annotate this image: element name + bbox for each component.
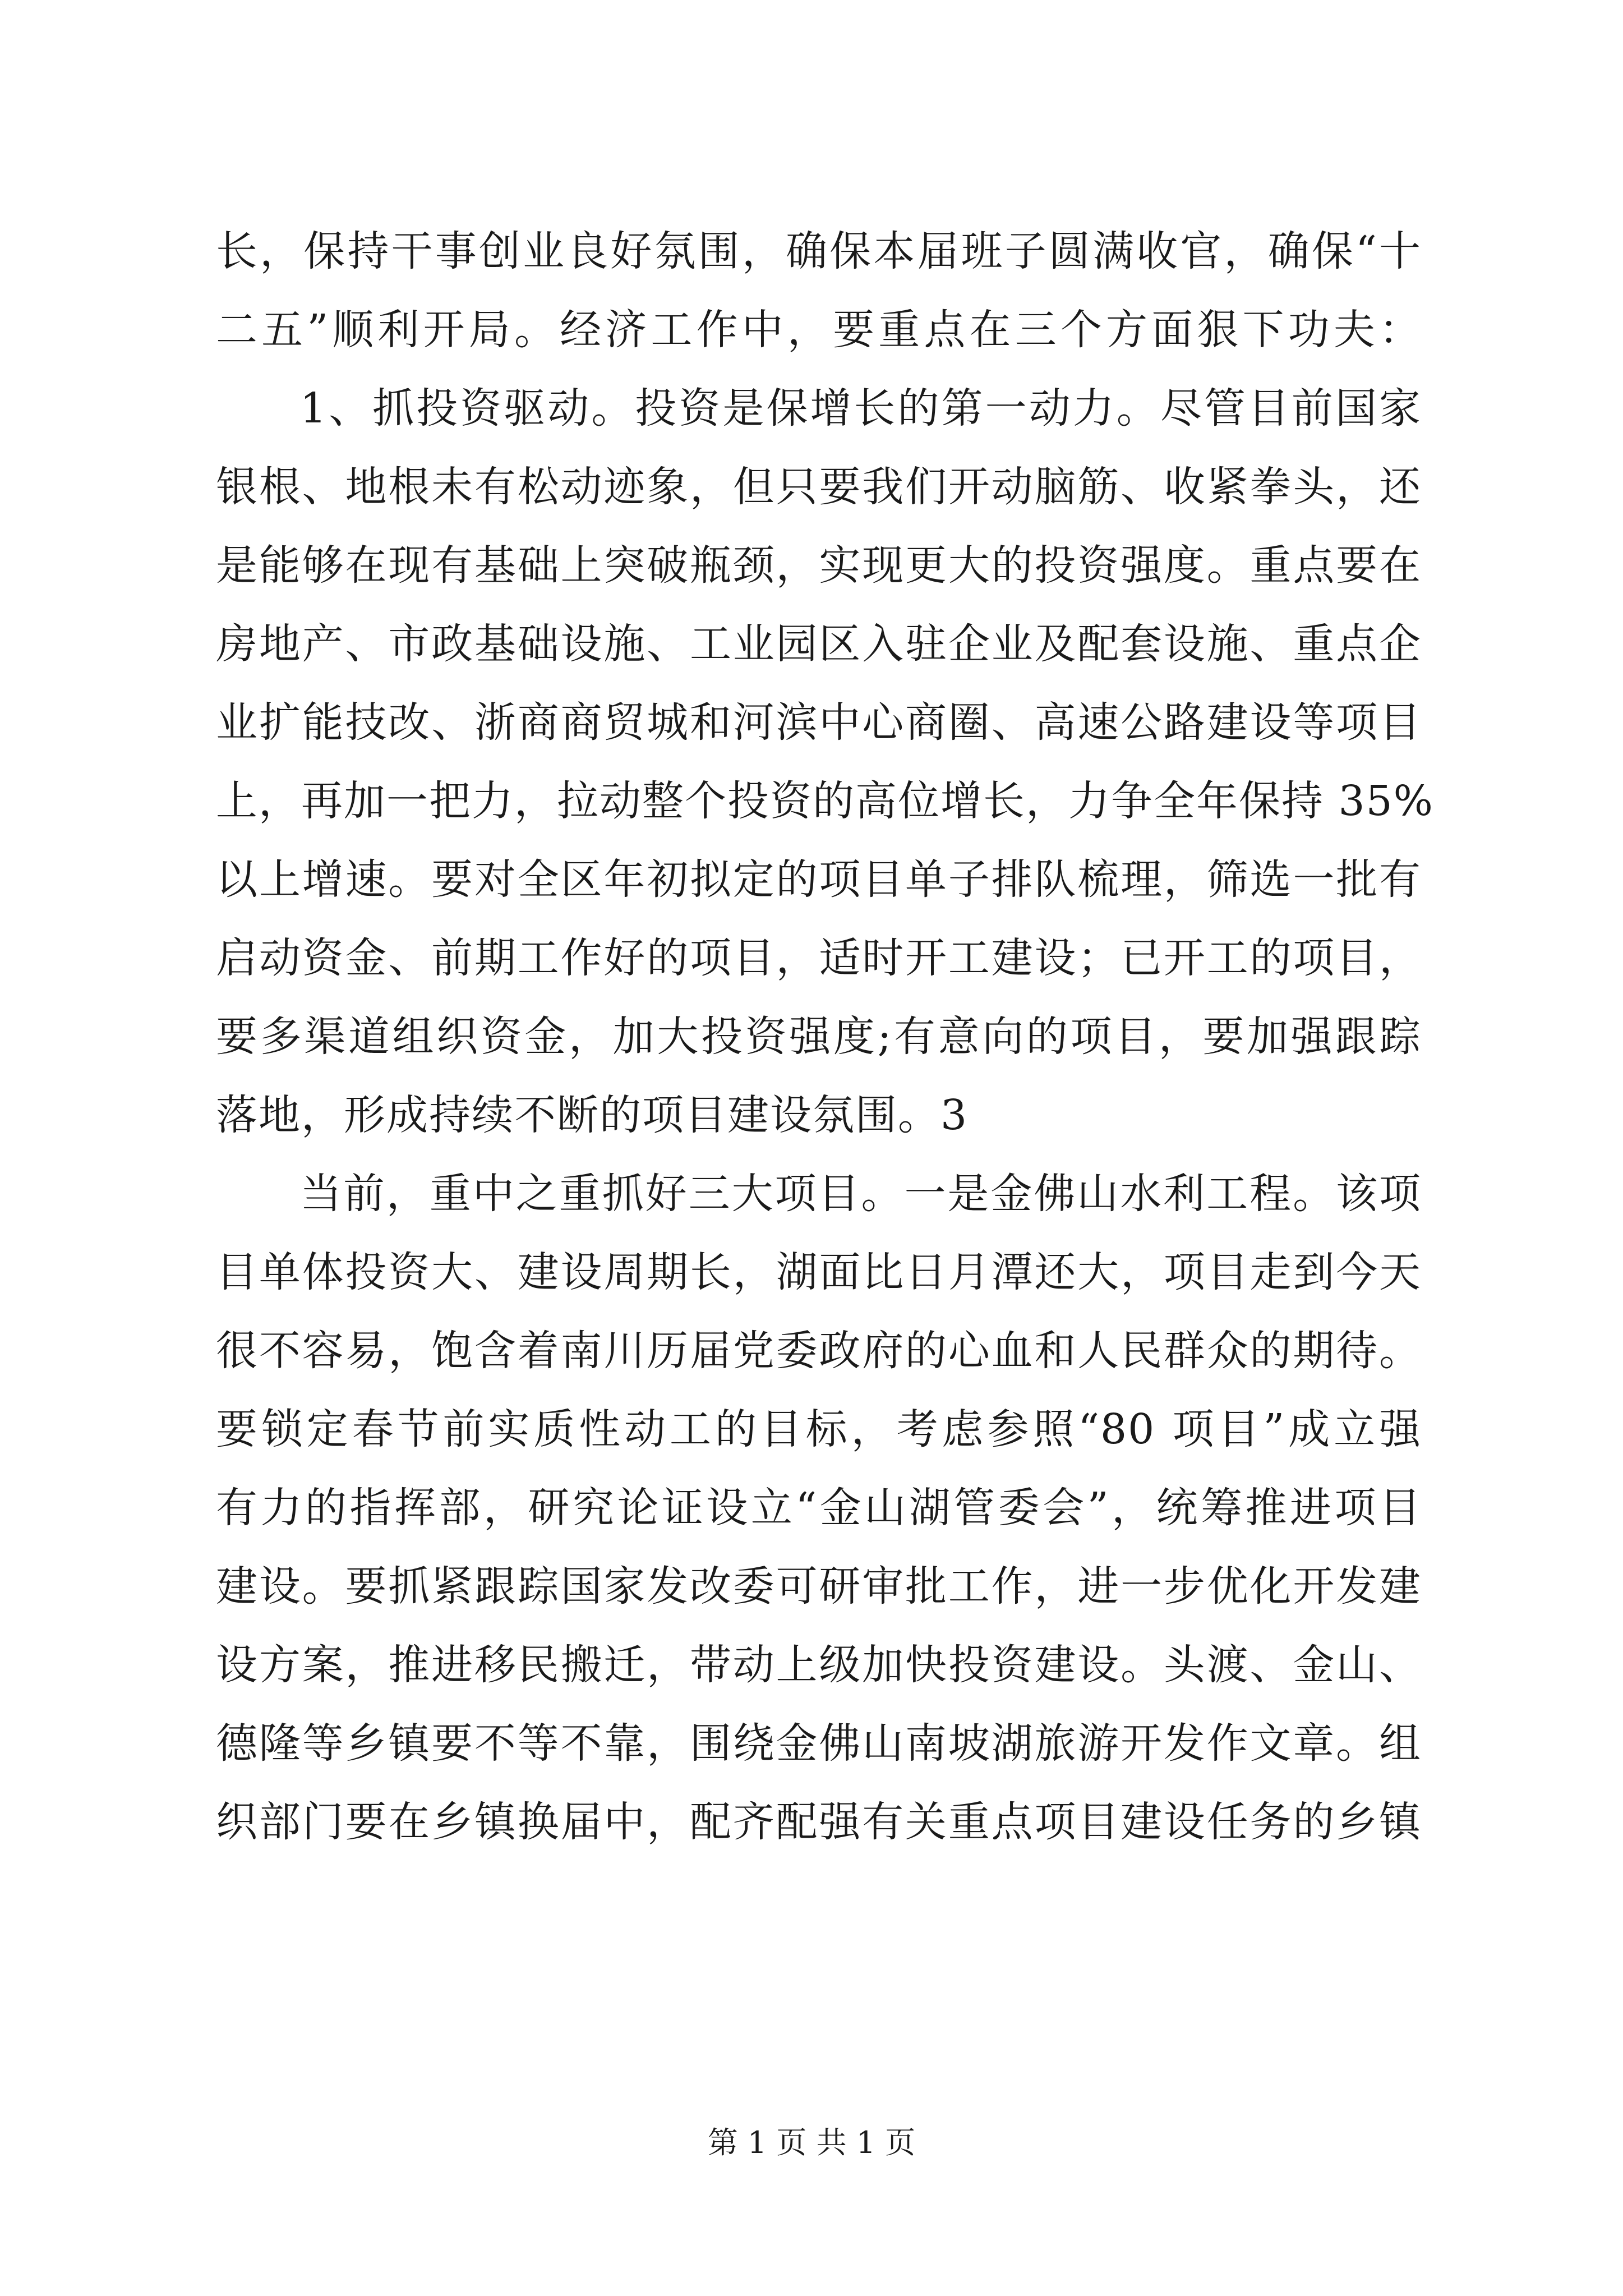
text-line: 落地，形成持续不断的项目建设氛围。3 [216, 1091, 969, 1139]
text-line: 上，再加一把力，拉动整个投资的高位增长，力争全年保持 35% [216, 777, 1434, 825]
text-line: 德隆等乡镇要不等不靠，围绕金佛山南坡湖旅游开发作文章。组 [216, 1719, 1422, 1768]
text-line: 设方案，推进移民搬迁，带动上级加快投资建设。头渡、金山、 [216, 1641, 1422, 1689]
text-line: 房地产、市政基础设施、工业园区入驻企业及配套设施、重点企 [216, 620, 1422, 668]
text-line: 当前，重中之重抓好三大项目。一是金佛山水利工程。该项 [300, 1170, 1422, 1218]
text-line: 很不容易，饱含着南川历届党委政府的心血和人民群众的期待。 [216, 1327, 1422, 1375]
text-line: 业扩能技改、浙商商贸城和河滨中心商圈、高速公路建设等项目 [216, 698, 1422, 747]
text-line: 1、抓投资驱动。投资是保增长的第一动力。尽管目前国家 [300, 384, 1422, 432]
text-line: 要锁定春节前实质性动工的目标，考虑参照“80 项目”成立强 [216, 1405, 1422, 1453]
page-number-footer: 第 1 页 共 1 页 [707, 2125, 916, 2160]
text-line: 二五”顺利开局。经济工作中，要重点在三个方面狠下功夫： [216, 306, 1422, 354]
text-line: 启动资金、前期工作好的项目，适时开工建设；已开工的项目， [216, 934, 1422, 982]
text-line: 长，保持干事创业良好氛围，确保本届班子圆满收官，确保“十 [216, 227, 1422, 275]
text-line: 银根、地根未有松动迹象，但只要我们开动脑筋、收紧拳头，还 [216, 463, 1422, 511]
text-line: 有力的指挥部，研究论证设立“金山湖管委会”，统筹推进项目 [216, 1484, 1422, 1532]
text-line: 是能够在现有基础上突破瓶颈，实现更大的投资强度。重点要在 [216, 541, 1422, 590]
text-line: 织部门要在乡镇换届中，配齐配强有关重点项目建设任务的乡镇 [216, 1798, 1422, 1846]
text-line: 目单体投资大、建设周期长，湖面比日月潭还大，项目走到今天 [216, 1248, 1422, 1296]
text-line: 建设。要抓紧跟踪国家发改委可研审批工作，进一步优化开发建 [216, 1562, 1422, 1611]
text-line: 要多渠道组织资金，加大投资强度;有意向的项目，要加强跟踪 [216, 1013, 1422, 1061]
text-line: 以上增速。要对全区年初拟定的项目单子排队梳理，筛选一批有 [216, 855, 1422, 904]
